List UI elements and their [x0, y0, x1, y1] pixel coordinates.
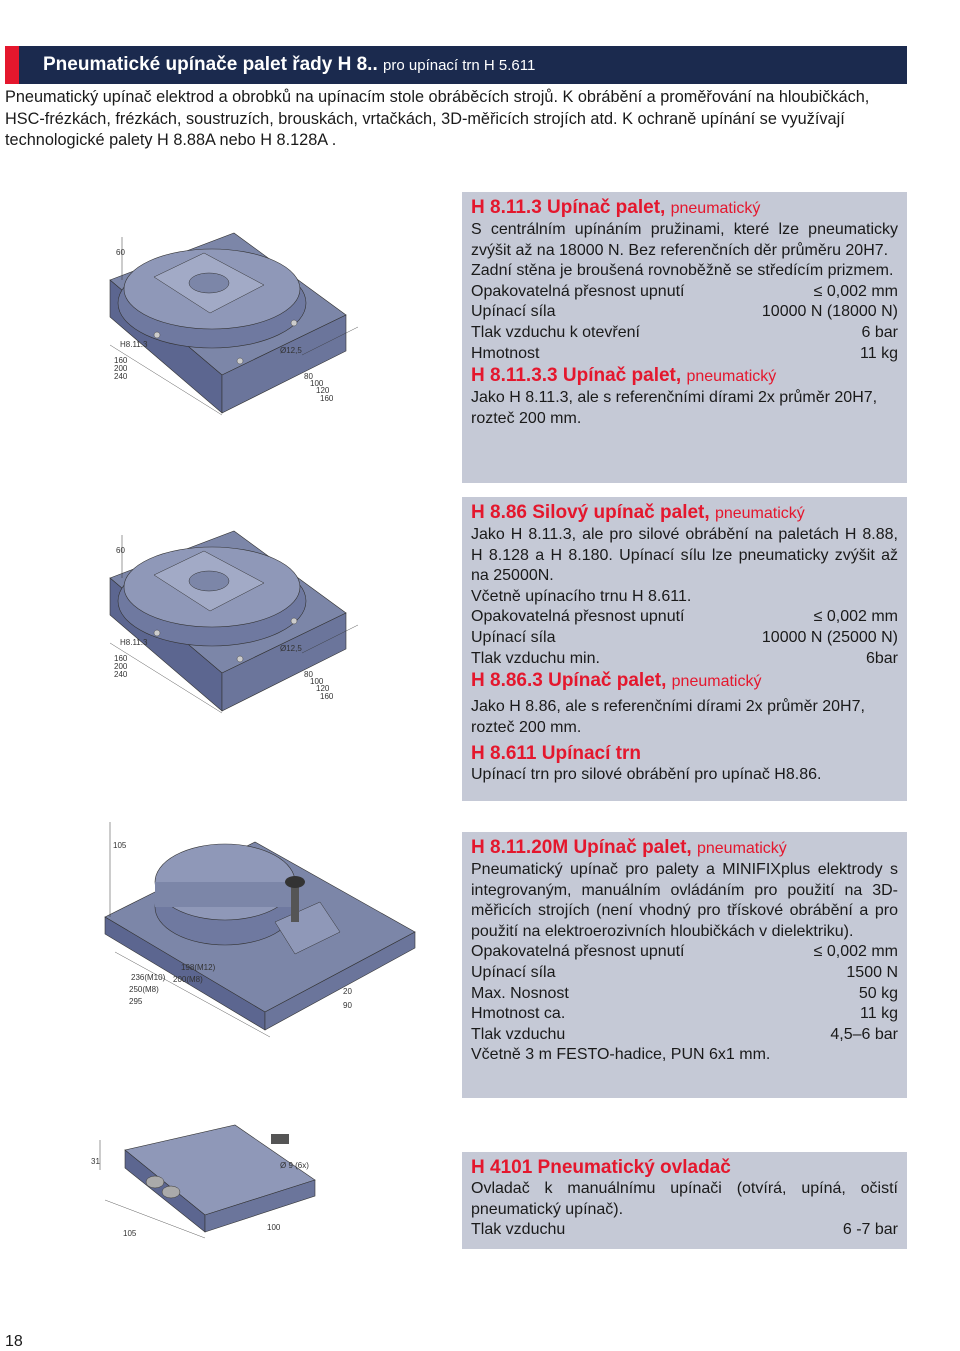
dim-60: 60	[116, 546, 125, 555]
dim-diameter: Ø12,5	[280, 346, 302, 355]
dim-100: 100	[310, 677, 324, 686]
product-description: Včetně upínacího trnu H 8.611.	[471, 587, 692, 605]
product-panel-h4101	[462, 1152, 907, 1249]
dim-198: 198(M12)	[181, 963, 216, 972]
dim-160b: 160	[320, 692, 334, 701]
product-note: Včetně 3 m FESTO-hadice, PUN 6x1 mm.	[471, 1046, 771, 1064]
variant-description: Upínací trn pro silové obrábění pro upínač H8.86.	[471, 766, 822, 784]
product-title: H 4101 Pneumatický ovladač	[471, 1157, 731, 1178]
dim-80: 80	[304, 372, 313, 381]
spec-row: Upínací síla 10000 N (25000 N)	[471, 628, 898, 646]
spec-row: Opakovatelná přesnost upnutí ≤ 0,002 mm	[471, 282, 898, 300]
dim-160: 160	[114, 356, 128, 365]
page-header	[5, 46, 907, 84]
product-title: H 8.11.3 Upínač palet, pneumatický	[471, 197, 761, 218]
dim-80: 80	[304, 670, 313, 679]
dim-200: 200	[114, 662, 128, 671]
dim-160b: 160	[320, 394, 334, 403]
spec-row: Hmotnost 11 kg	[471, 344, 898, 362]
variant-title: H 8.86.3 Upínač palet, pneumatický	[471, 670, 762, 692]
product-title: H 8.86 Silový upínač palet, pneumatický	[471, 502, 805, 523]
dim-120: 120	[316, 684, 330, 693]
figure-h8-11-3	[62, 225, 402, 420]
header-accent-bar	[5, 46, 19, 84]
spec-row: Tlak vzduchu 4,5–6 bar	[471, 1025, 898, 1043]
header-title: Pneumatické upínače palet řady H 8.. pro upínací trn H 5.611	[43, 54, 536, 75]
spec-row: Hmotnost ca. 11 kg	[471, 1005, 898, 1023]
dim-200: 200	[114, 364, 128, 373]
variant-description: Jako H 8.86, ale s referenčními dírami 2x průměr 20H7, rozteč 200 mm.	[471, 698, 865, 736]
dim-100: 100	[310, 379, 324, 388]
variant-title: H 8.11.3.3 Upínač palet, pneumatický	[471, 365, 777, 387]
product-panel-h8-11-20m	[462, 832, 907, 1098]
product-description: Jako H 8.11.3, ale pro silové obrábění na paletách H 8.88, H 8.128 a H 8.180. Upínací sílu lze pneumaticky zvýšit až na 25000N.	[471, 526, 898, 585]
dim-100: 100	[267, 1223, 281, 1232]
spec-row: Opakovatelná přesnost upnutí ≤ 0,002 mm	[471, 608, 898, 626]
product-description: S centrálním upínáním pružinami, které lze pneumaticky zvýšit až na 18000 N. Bez referenčních děr průměru 20H7.	[471, 221, 898, 259]
dim-diameter: Ø 9 (6x)	[280, 1161, 309, 1170]
dim-120: 120	[316, 386, 330, 395]
dim-295: 295	[129, 997, 143, 1006]
spec-row: Upínací síla 1500 N	[471, 963, 898, 981]
spec-row: Tlak vzduchu 6 -7 bar	[471, 1221, 898, 1239]
spec-row: Upínací síla 10000 N (18000 N)	[471, 303, 898, 321]
dim-60: 60	[116, 248, 125, 257]
dim-31: 31	[91, 1157, 100, 1166]
product-description: Pneumatický upínač pro palety a MINIFIXplus elektrody s integrovaným, manuálním ovládáním pro použití na 3D-měřicích strojích (není vhodný pro třískové obrábění a pro použití na elektroerozivních hloubičkách v dielektriku).	[471, 861, 898, 940]
dim-240: 240	[114, 670, 128, 679]
dim-105: 105	[123, 1229, 137, 1238]
dim-160: 160	[114, 654, 128, 663]
dim-90: 90	[343, 1001, 352, 1010]
figure-h8-11-20m	[95, 812, 425, 1052]
variant-title: H 8.611 Upínací trn	[471, 743, 642, 765]
product-description: Ovladač k manuálnímu upínači (otvírá, upíná, očistí pneumatický upínač).	[471, 1180, 898, 1218]
figure-h4101	[85, 1120, 345, 1250]
spec-row: Max. Nosnost 50 kg	[471, 984, 898, 1002]
model-label: H8.11.3	[120, 638, 148, 647]
product-panel-h8-86	[462, 497, 907, 801]
figure-h8-86	[62, 523, 402, 718]
spec-row: Opakovatelná přesnost upnutí ≤ 0,002 mm	[471, 943, 898, 961]
variant-description: Jako H 8.11.3, ale s referenčními dírami 2x průměr 20H7, rozteč 200 mm.	[471, 389, 878, 427]
model-label: H8.11.3	[120, 340, 148, 349]
spec-row: Tlak vzduchu min. 6bar	[471, 649, 898, 667]
dim-250: 250(M8)	[129, 985, 159, 994]
product-description: Zadní stěna je broušená rovnoběžně se středícím prizmem.	[471, 262, 894, 280]
dim-240: 240	[114, 372, 128, 381]
header-subtitle: pro upínací trn H 5.611	[383, 57, 536, 74]
dim-200: 200(M8)	[173, 975, 203, 984]
page-number: 18	[5, 1333, 23, 1350]
spec-row: Tlak vzduchu k otevření 6 bar	[471, 323, 898, 341]
product-panel-h8-11-3	[462, 192, 907, 483]
dim-20: 20	[343, 987, 352, 996]
dim-236: 236(M10)	[131, 973, 166, 982]
product-title: H 8.11.20M Upínač palet, pneumatický	[471, 837, 787, 858]
dim-105: 105	[113, 841, 127, 850]
intro-text: Pneumatický upínač elektrod a obrobků na upínacím stole obráběcích strojů. K obrábění a proměřování na hloubičkách, HSC-frézkách, frézkách, soustruzích, brouskách, vrtačkách, 3D-měřicích strojích atd. K ochraně upínání se využívají technologické palety H 8.88A nebo H 8.128A .	[5, 88, 870, 149]
dim-diameter: Ø12,5	[280, 644, 302, 653]
